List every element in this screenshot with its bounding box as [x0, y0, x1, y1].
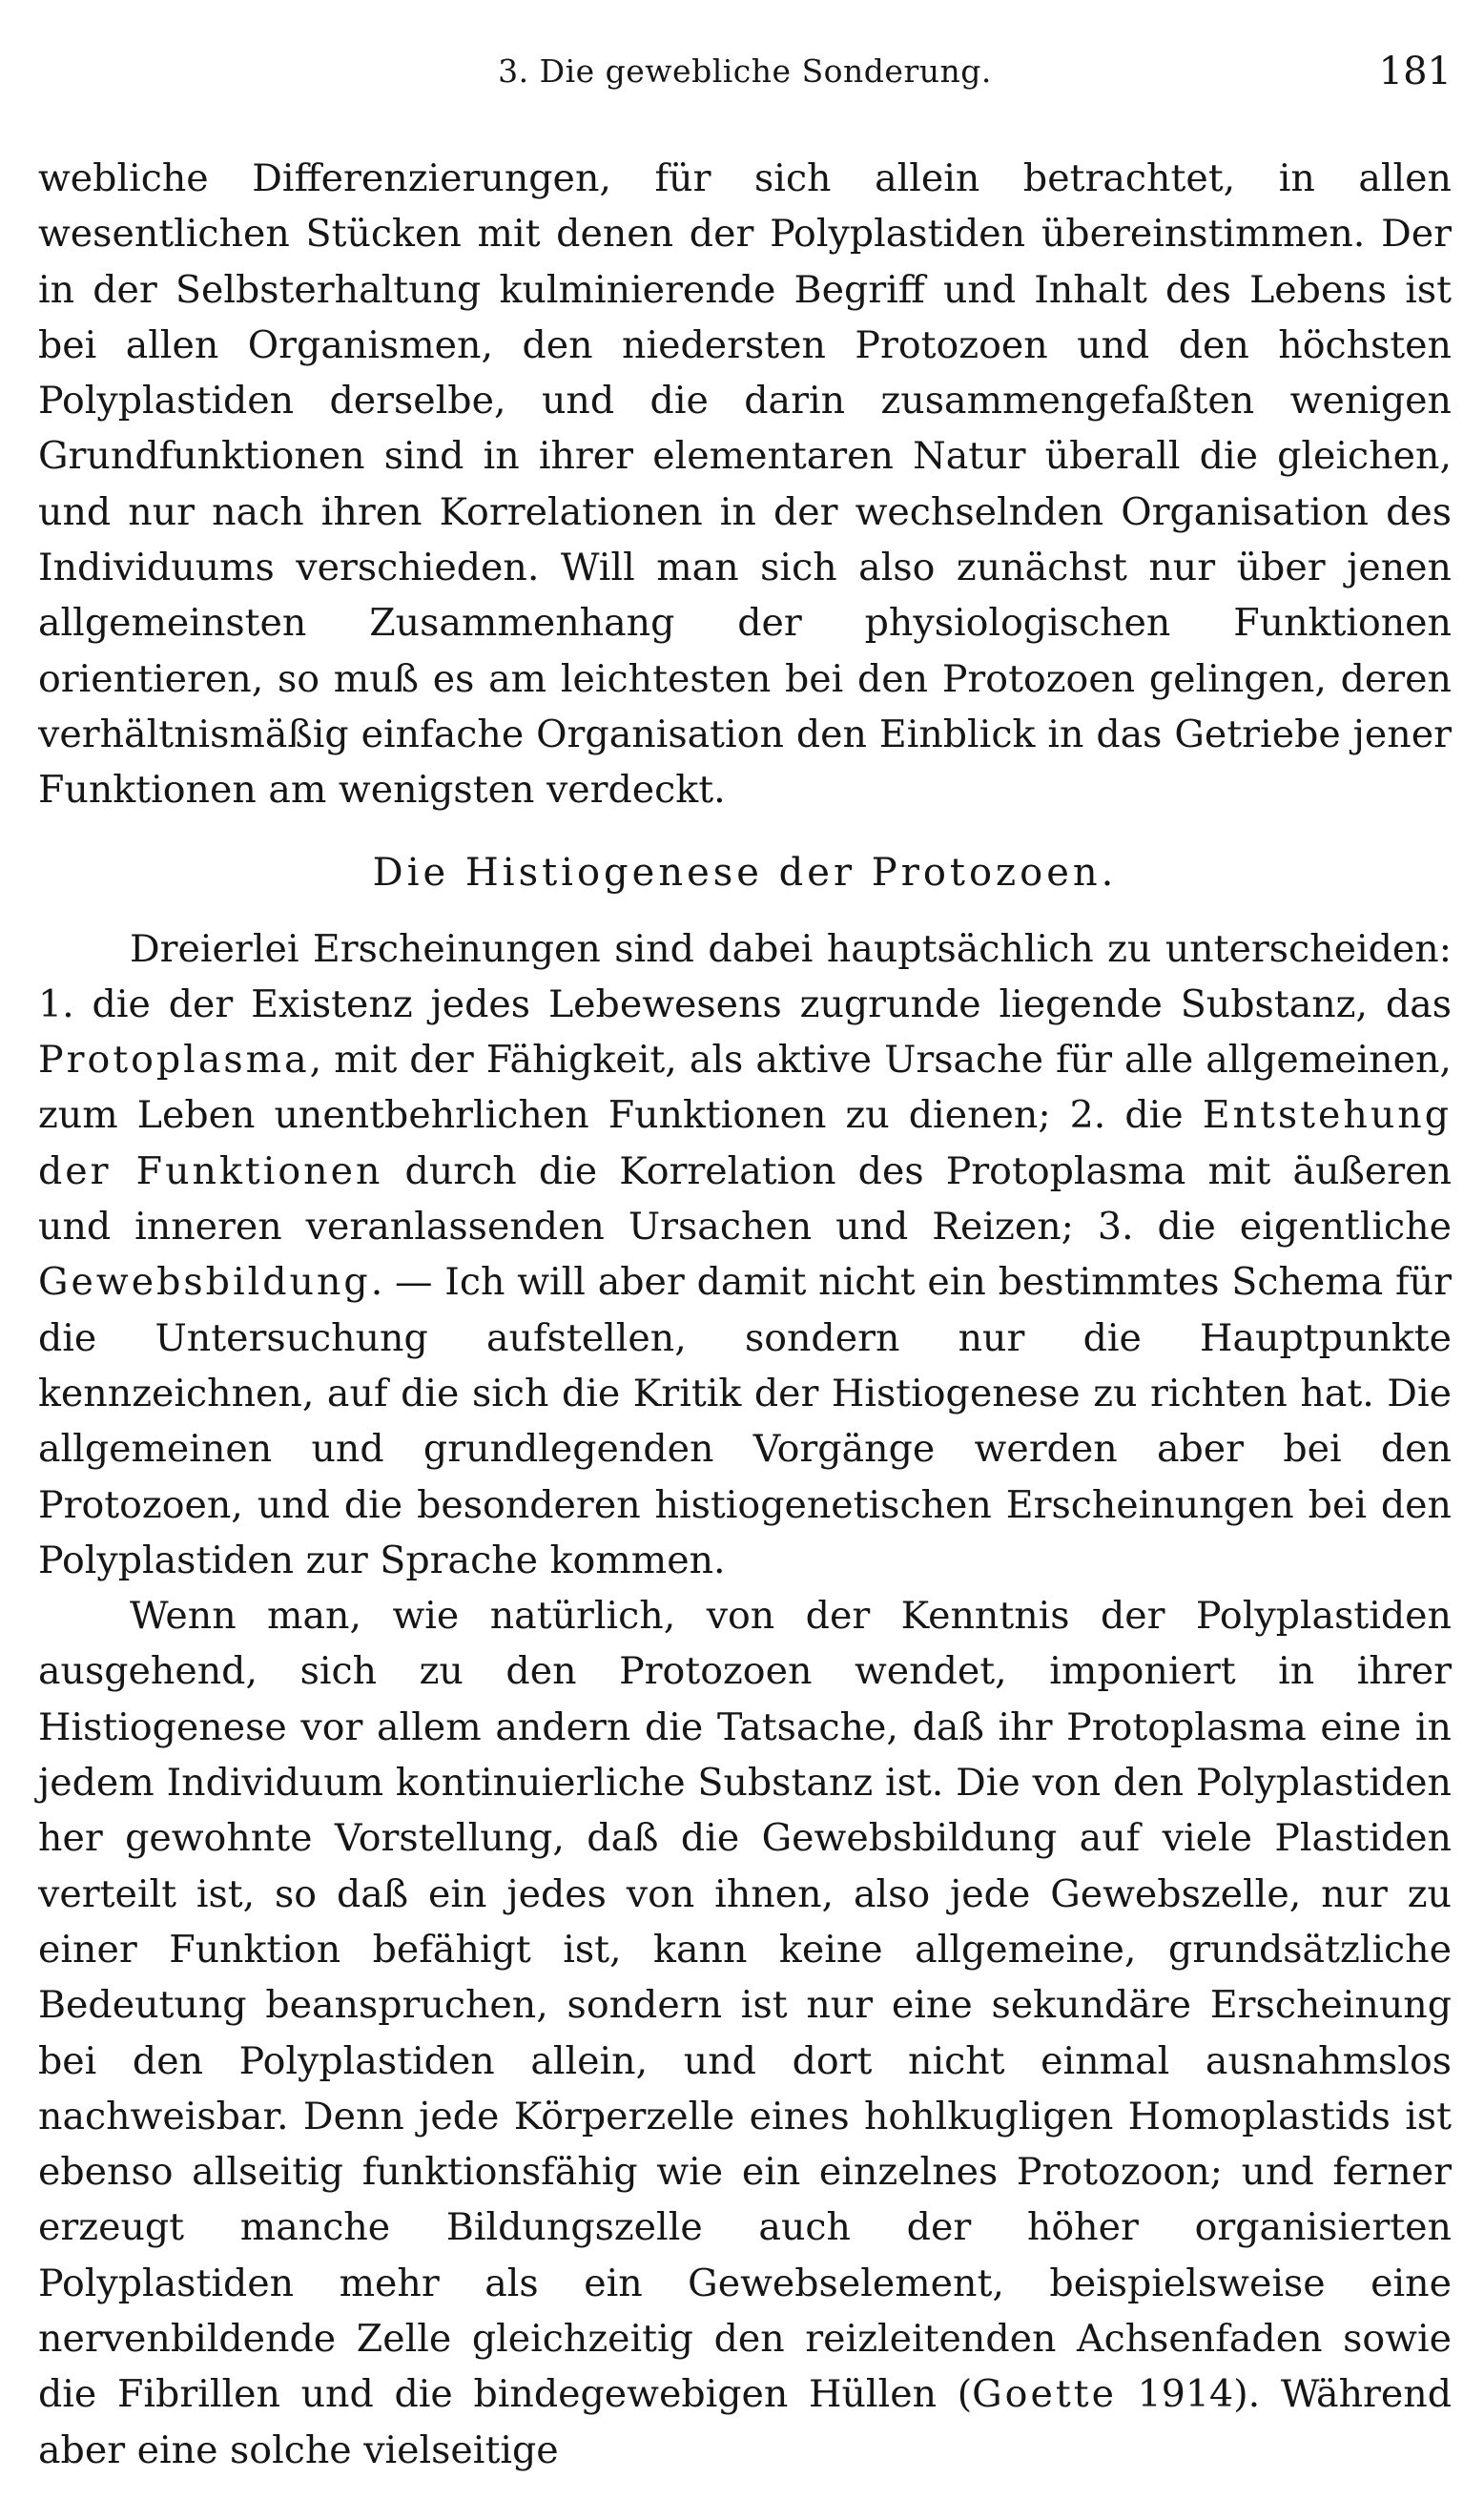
text-run: Dreierlei Erscheinungen sind dabei hauptsächlich zu unterscheiden: 1. die der Existenz jedes Lebewesens zugrunde liegende Substanz, das: [38, 926, 1452, 1026]
emphasis-gewebsbildung: Gewebsbildung: [38, 1260, 371, 1305]
emphasis-protoplasma: Protoplasma: [38, 1038, 310, 1083]
emphasis-author-goette: Goette: [972, 2372, 1117, 2417]
book-page: [38, 38, 1452, 2478]
running-header: [38, 38, 1452, 105]
page-number: 181: [1378, 50, 1452, 93]
text-run: durch die Korrelation des Protoplasma mit äußeren und inneren veranlassenden Ursachen und Reizen; 3. die eigentliche: [38, 1148, 1452, 1250]
paragraph-continued: webliche Differenzierungen, für sich allein betrachtet, in allen wesentlichen Stücken mit denen der Polyplastiden übereinstimmen. Der in der Selbsterhaltung kulminierende Begriff und Inhalt des Lebens ist bei allen Organismen, den niedersten Protozoen und den höchsten Polyplastiden derselbe, und die darin zusammengefaßten wenigen Grundfunktionen sind in ihrer elementaren Natur überall die gleichen, und nur nach ihren Korrelationen in der wechselnden Organisation des Individuums verschieden. Will man sich also zunächst nur über jenen allgemeinsten Zusammenhang der physiologischen Funktionen orientieren, so muß es am leichtesten bei den Protozoen gelingen, deren verhältnismäßig einfache Organisation den Einblick in das Getriebe jener Funktionen am wenigsten verdeckt.: [38, 156, 1452, 813]
text-run: 1914). Während aber eine solche vielseitige: [38, 2372, 1452, 2472]
chapter-title: 3. Die gewebliche Sonderung.: [498, 52, 992, 90]
text-run: , mit der Fähigkeit, als aktive Ursache für alle allgemeinen, zum Leben unentbehrlichen Funktionen zu dienen; 2. die: [38, 1038, 1452, 1138]
paragraph-phenomena: [38, 921, 1452, 1589]
body-text: [38, 151, 1452, 2478]
text-run: . — Ich will aber damit nicht ein bestimmtes Schema für die Untersuchung aufstellen, sondern nur die Hauptpunkte kennzeichnen, auf die sich die Kritik der Histiogenese zu richten hat. Die allgemeinen und grundlegenden Vorgänge werden aber bei den Protozoen, und die besonderen histiogenetischen Erscheinungen bei den Polyplastiden zur Sprache kommen.: [38, 1260, 1452, 1582]
section-heading: Die Histiogenese der Protozoen.: [372, 850, 1118, 895]
paragraph-protoplasma-continuity: [38, 1588, 1452, 2478]
emphasis-entstehung: Entstehung der Funktionen: [38, 1093, 1452, 1193]
text-run: Wenn man, wie natürlich, von der Kenntnis der Polyplastiden ausgehend, sich zu den Protozoen wendet, imponiert in ihrer Histiogenese vor allem andern die Tatsache, daß ihr Protoplasma eine in jedem Individuum kontinuierliche Substanz ist. Die von den Polyplastiden her gewohnte Vorstellung, daß die Gewebsbildung auf viele Plastiden verteilt ist, so daß ein jedes von ihnen, also jede Gewebszelle, nur zu einer Funktion befähigt ist, kann keine allgemeine, grundsätzliche Bedeutung beanspruchen, sondern ist nur eine sekundäre Erscheinung bei den Polyplastiden allein, und dort nicht einmal ausnahmslos nachweisbar. Denn jede Körperzelle eines hohlkugligen Homoplastids ist ebenso allseitig funktionsfähig wie ein einzelnes Protozoon; und ferner erzeugt manche Bildungszelle auch der höher organisierten Polyplastiden mehr als ein Gewebselement, beispielsweise eine nervenbildende Zelle gleichzeitig den reizleitenden Achsenfaden sowie die Fibrillen und die bindegewebigen Hüllen (: [38, 1594, 1452, 2417]
